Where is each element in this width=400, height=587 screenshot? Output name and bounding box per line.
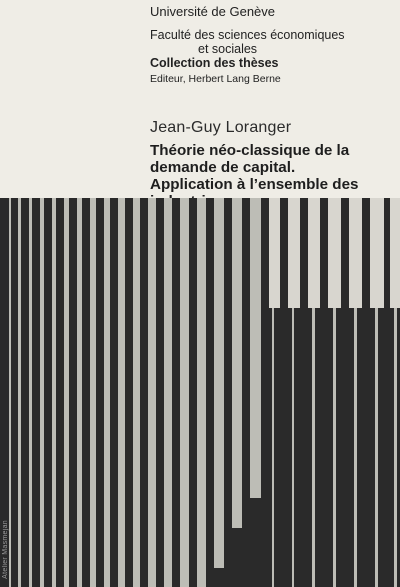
university-name: Université de Genève	[150, 4, 276, 19]
collection-name: Collection des thèses	[150, 56, 279, 70]
cover-stripe	[133, 198, 140, 587]
cover-stripe	[104, 198, 110, 587]
cover-stripe	[90, 198, 96, 587]
cover-stripe-lower	[394, 308, 397, 587]
author-name: Jean-Guy Loranger	[150, 119, 292, 136]
title-line-2: Application à l’ensemble des	[150, 176, 359, 193]
cover-stripe	[180, 198, 189, 587]
cover-stripe	[77, 198, 82, 587]
cover-stripe	[52, 198, 56, 587]
cover-stripe	[164, 198, 172, 587]
title-line-1: Théorie néo-classique de la demande de capital.	[150, 142, 350, 176]
cover-stripe	[370, 198, 384, 308]
cover-stripe	[40, 198, 44, 587]
cover-stripe	[64, 198, 69, 587]
cover-stripe-lower	[312, 308, 315, 587]
cover-stripe	[288, 198, 300, 308]
cover-stripe-lower	[333, 308, 336, 587]
cover-stripe	[9, 198, 11, 587]
cover-stripe-lower	[375, 308, 378, 587]
faculty-name-line1: Faculté des sciences économiques	[150, 28, 345, 42]
cover-stripe	[118, 198, 125, 587]
cover-stripe	[232, 198, 242, 528]
cover-stripe	[18, 198, 21, 587]
cover-stripe-lower	[354, 308, 357, 587]
cover-stripe	[390, 198, 400, 308]
cover-stripe	[250, 198, 261, 498]
publisher: Editeur, Herbert Lang Berne	[150, 73, 281, 85]
faculty-name-line2: et sociales	[198, 42, 258, 56]
designer-credit: Atelier Masmejan	[2, 520, 9, 579]
cover-stripe-lower	[272, 308, 274, 587]
cover-stripe	[197, 198, 206, 587]
cover-stripe	[328, 198, 341, 308]
cover-stripe	[349, 198, 362, 308]
series-header	[150, 4, 390, 87]
cover-stripe	[148, 198, 156, 587]
cover-stripe	[308, 198, 320, 308]
cover-stripe	[269, 198, 280, 308]
cover-stripe-lower	[292, 308, 294, 587]
cover-stripe-graphic	[0, 198, 400, 587]
cover-stripe	[29, 198, 32, 587]
cover-stripe	[214, 198, 224, 568]
